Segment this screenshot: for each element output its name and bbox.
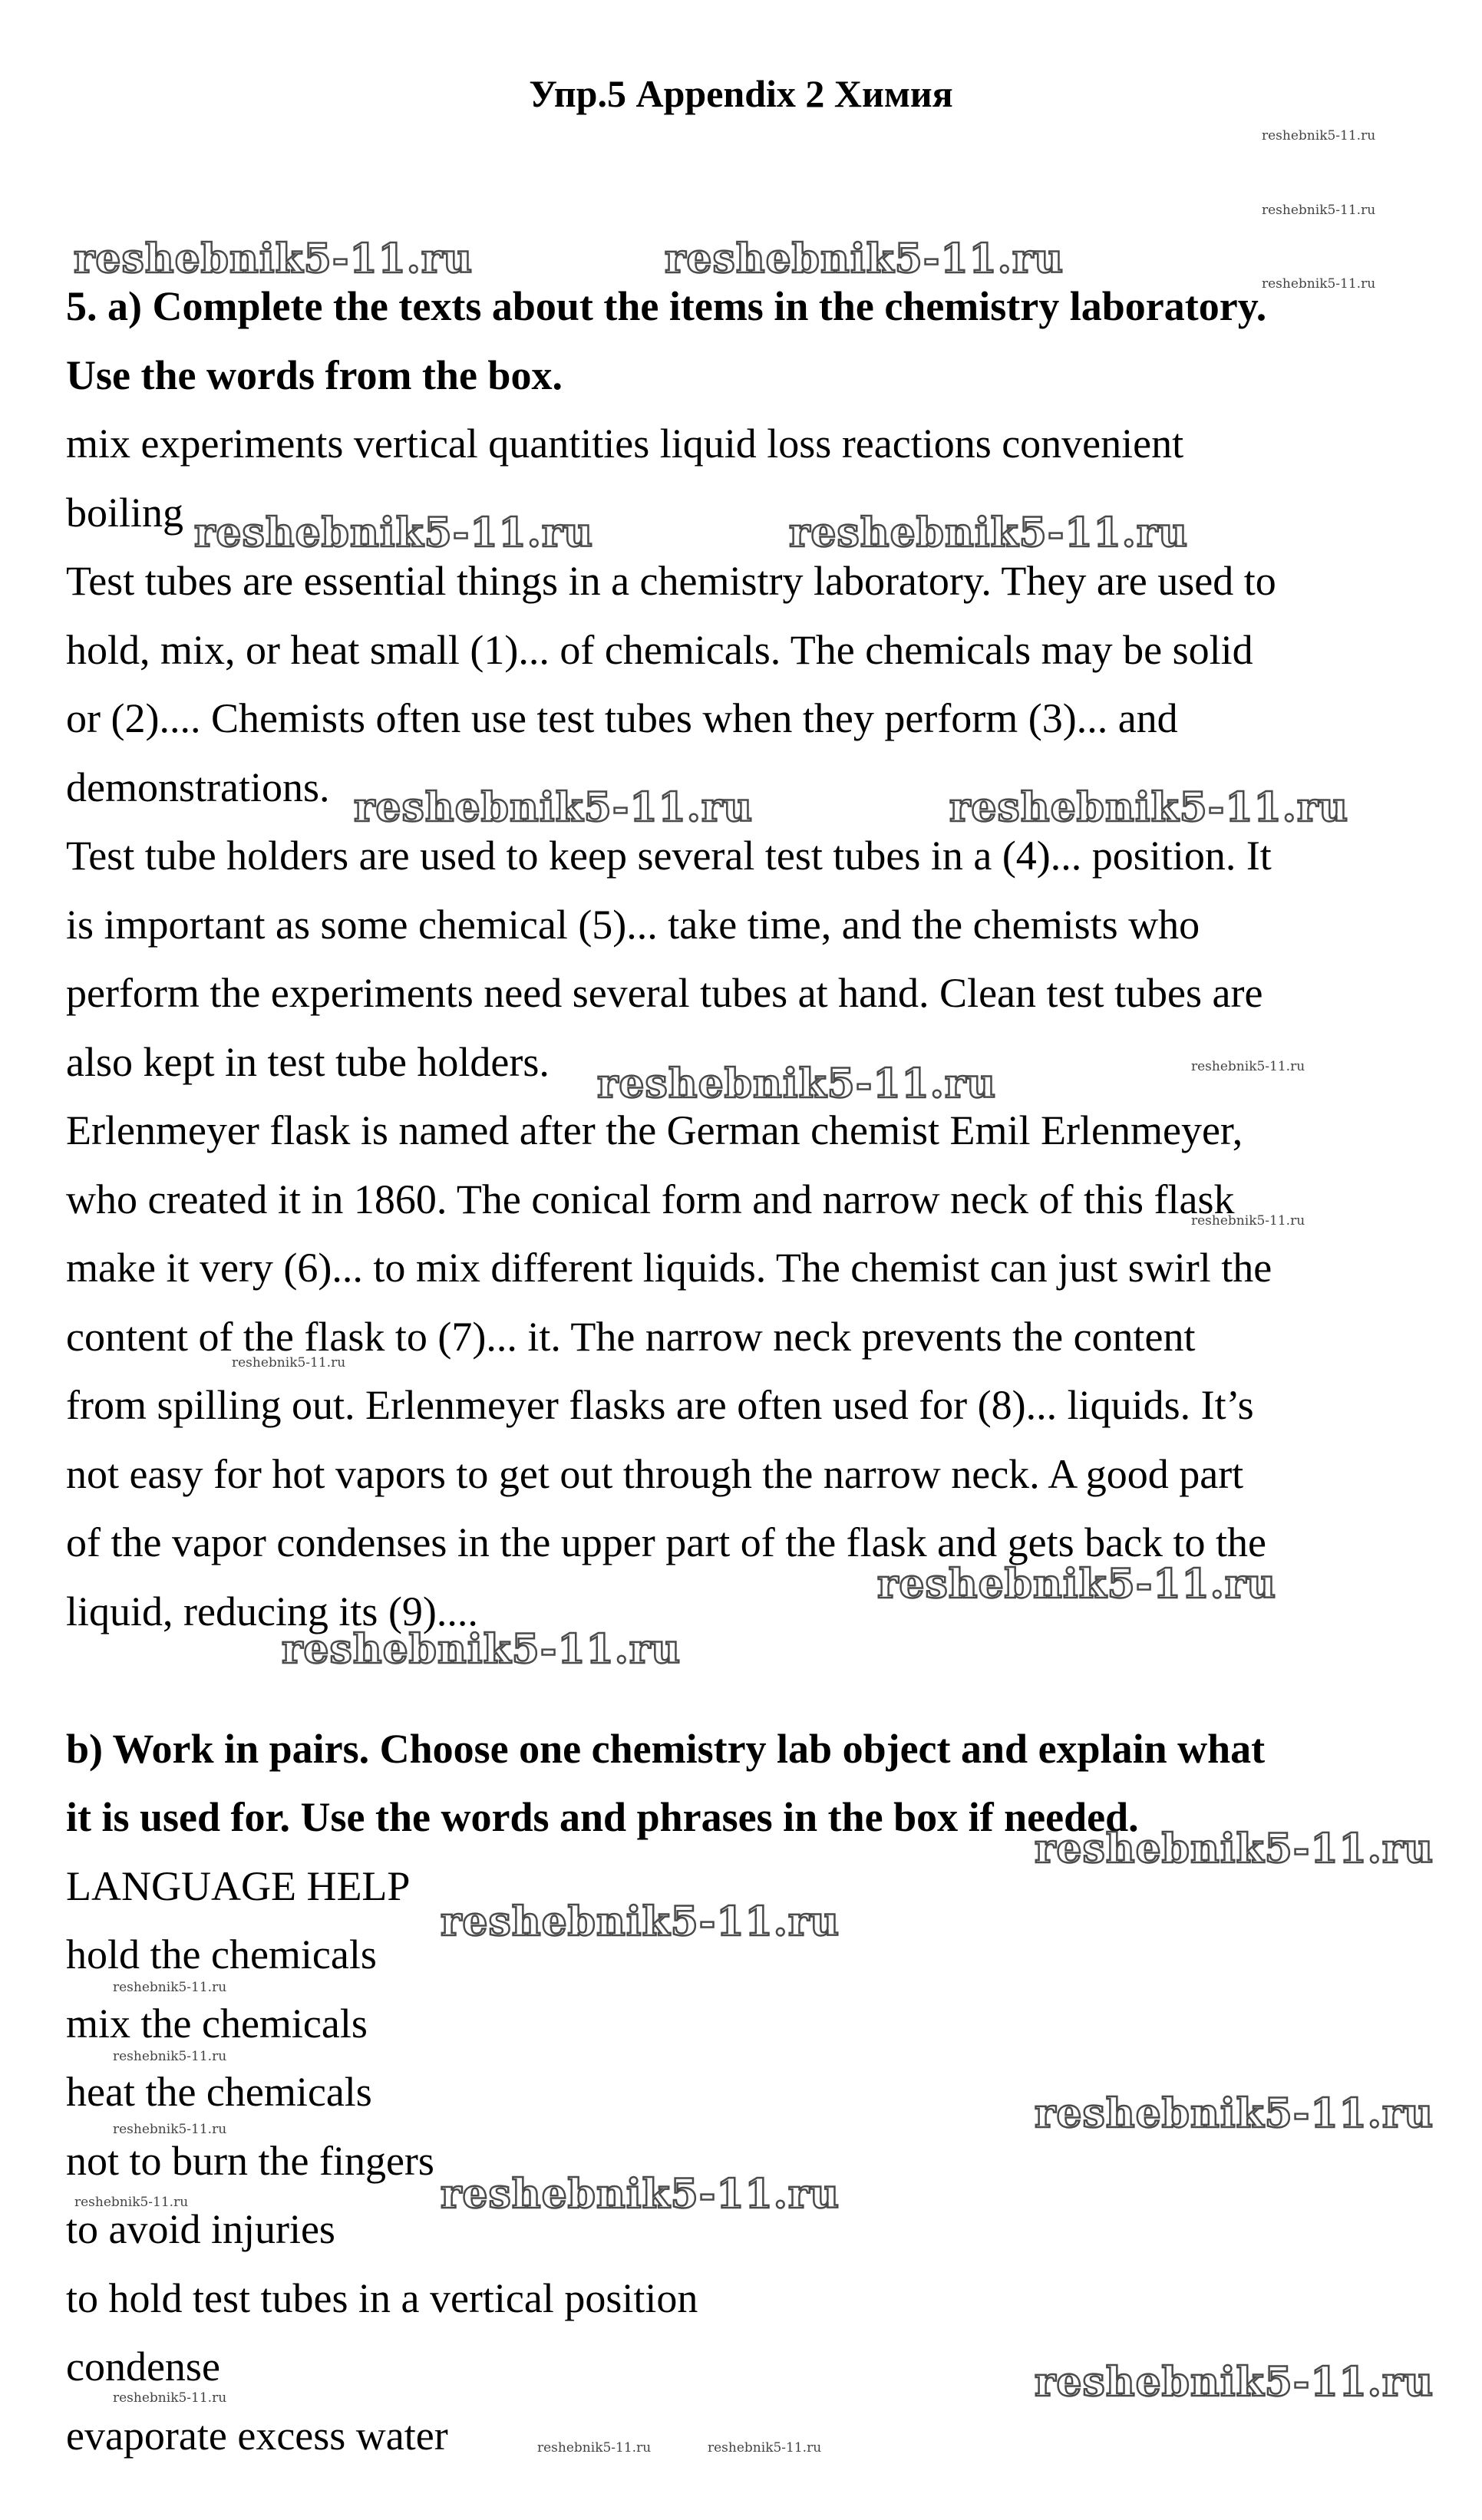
watermark: reshebnik5-11.ru xyxy=(877,1561,1277,1608)
watermark: reshebnik5-11.ru xyxy=(74,236,474,282)
text-line: make it very (6)... to mix different liquids. The chemist can just swirl the xyxy=(66,1245,1272,1291)
watermark: reshebnik5-11.ru xyxy=(789,510,1189,556)
watermark: reshebnik5-11.ru xyxy=(354,784,754,831)
text-line: hold the chemicals xyxy=(66,1931,377,1977)
watermark-small: reshebnik5-11.ru xyxy=(1262,128,1376,143)
text-line: who created it in 1860. The conical form and narrow neck of this flask xyxy=(66,1176,1235,1222)
text-line: from spilling out. Erlenmeyer flasks are often used for (8)... liquids. It’s xyxy=(66,1382,1254,1428)
text-line: demonstrations. xyxy=(66,764,330,810)
text-line: Test tubes are essential things in a chemistry laboratory. They are used to xyxy=(66,558,1276,604)
text-line: boiling xyxy=(66,489,184,536)
watermark-small: reshebnik5-11.ru xyxy=(537,2440,652,2456)
text-line: evaporate excess water xyxy=(66,2412,448,2459)
watermark-small: reshebnik5-11.ru xyxy=(1262,203,1376,218)
watermark: reshebnik5-11.ru xyxy=(282,1626,682,1673)
watermark-small: reshebnik5-11.ru xyxy=(232,1355,346,1370)
text-line: is important as some chemical (5)... take time, and the chemists who xyxy=(66,901,1200,948)
text-line: perform the experiments need several tubes at hand. Clean test tubes are xyxy=(66,970,1263,1016)
text-line: or (2).... Chemists often use test tubes when they perform (3)... and xyxy=(66,695,1178,741)
exercise-content xyxy=(66,272,1440,2470)
watermark: reshebnik5-11.ru xyxy=(441,2171,840,2218)
watermark-small: reshebnik5-11.ru xyxy=(113,2122,227,2137)
text-line: also kept in test tube holders. xyxy=(66,1038,550,1085)
text-line: mix the chemicals xyxy=(66,2000,368,2047)
watermark-small: reshebnik5-11.ru xyxy=(708,2440,822,2456)
watermark-small: reshebnik5-11.ru xyxy=(1191,1059,1305,1074)
watermark-small: reshebnik5-11.ru xyxy=(113,2049,227,2064)
watermark-small: reshebnik5-11.ru xyxy=(113,1980,227,1995)
watermark: reshebnik5-11.ru xyxy=(441,1898,840,1945)
text-line: content of the flask to (7)... it. The narrow neck prevents the content xyxy=(66,1313,1196,1360)
text-line: liquid, reducing its (9).... xyxy=(66,1588,478,1634)
text-line: Erlenmeyer flask is named after the German chemist Emil Erlenmeyer, xyxy=(66,1107,1243,1153)
watermark-small: reshebnik5-11.ru xyxy=(1191,1213,1305,1229)
text-line: of the vapor condenses in the upper part of the flask and gets back to the xyxy=(66,1519,1266,1565)
text-line: LANGUAGE HELP xyxy=(66,1862,411,1909)
text-line: heat the chemicals xyxy=(66,2069,372,2115)
watermark: reshebnik5-11.ru xyxy=(597,1060,997,1107)
text-line: hold, mix, or heat small (1)... of chemicals. The chemicals may be solid xyxy=(66,626,1253,673)
text-line: to avoid injuries xyxy=(66,2206,335,2252)
watermark-small: reshebnik5-11.ru xyxy=(1262,276,1376,292)
text-line xyxy=(66,1646,1440,1715)
text-line: condense xyxy=(66,2344,220,2390)
watermark: reshebnik5-11.ru xyxy=(1035,2090,1434,2137)
text-line: not easy for hot vapors to get out through the narrow neck. A good part xyxy=(66,1450,1244,1497)
watermark: reshebnik5-11.ru xyxy=(1035,1826,1434,1872)
text-line: Use the words from the box. xyxy=(66,351,563,398)
text-line: Test tube holders are used to keep several test tubes in a (4)... position. It xyxy=(66,833,1272,879)
watermark: reshebnik5-11.ru xyxy=(665,236,1064,282)
watermark: reshebnik5-11.ru xyxy=(194,510,594,556)
page-title: Упр.5 Appendix 2 Химия xyxy=(529,72,953,115)
watermark: reshebnik5-11.ru xyxy=(949,784,1349,831)
watermark-small: reshebnik5-11.ru xyxy=(113,2390,227,2406)
text-line: b) Work in pairs. Choose one chemistry lab object and explain what xyxy=(66,1725,1266,1772)
text-line: mix experiments vertical quantities liquid loss reactions convenient xyxy=(66,421,1184,467)
text-line: to hold test tubes in a vertical position xyxy=(66,2274,698,2321)
watermark: reshebnik5-11.ru xyxy=(1035,2359,1434,2406)
watermark-small: reshebnik5-11.ru xyxy=(74,2195,189,2210)
text-line: it is used for. Use the words and phrases in the box if needed. xyxy=(66,1794,1139,1840)
text-line: 5. a) Complete the texts about the items in the chemistry laboratory. xyxy=(66,283,1267,329)
text-line: not to burn the fingers xyxy=(66,2137,434,2184)
